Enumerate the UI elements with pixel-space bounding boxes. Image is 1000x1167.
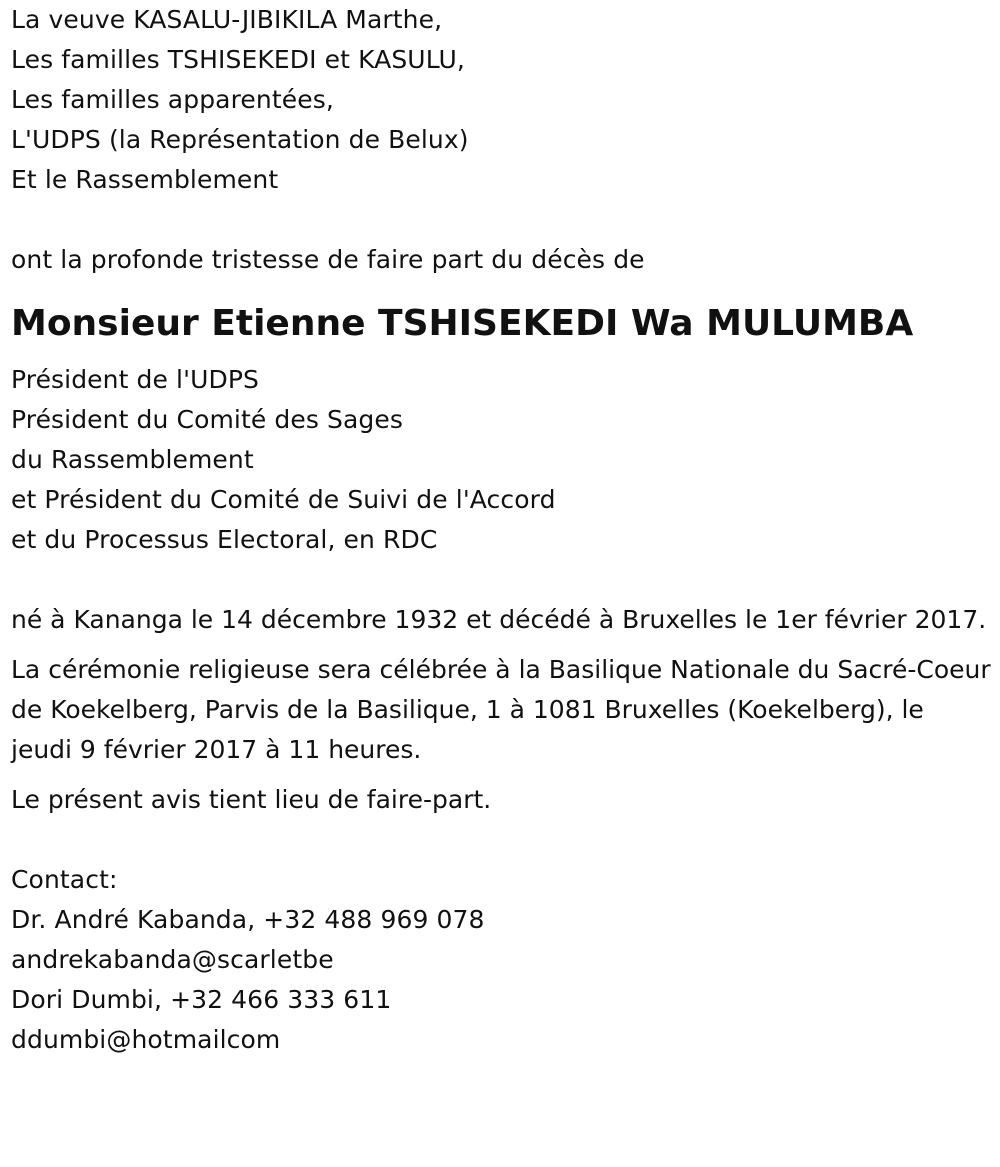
contact-line: Dr. André Kabanda, +32 488 969 078 [11,905,485,934]
title-line: du Rassemblement [11,445,254,474]
title-line: Président du Comité des Sages [11,405,403,434]
contact-line: Dori Dumbi, +32 466 333 611 [11,985,392,1014]
sender-line: La veuve KASALU-JIBIKILA Marthe, [11,5,443,34]
senders-block [11,0,991,200]
spacer [11,560,991,600]
announcement-text: ont la profonde tristesse de faire part du décès de [11,245,645,274]
contact-block [11,860,991,1060]
contact-email: andrekabanda@scarletbe [11,945,334,974]
birth-death-paragraph: né à Kananga le 14 décembre 1932 et décédé à Bruxelles le 1er février 2017. [11,605,987,634]
sender-line: Et le Rassemblement [11,165,279,194]
title-line: et du Processus Electoral, en RDC [11,525,438,554]
titles-block [11,360,991,560]
obituary-notice [11,0,991,1060]
contact-email: ddumbi@hotmailcom [11,1025,281,1054]
spacer [11,200,991,240]
ceremony-paragraph: La cérémonie religieuse sera célébrée à la Basilique Nationale du Sacré-Coeur de Koekelberg, Parvis de la Basilique, 1 à 1081 Bruxelles (Koekelberg), le jeudi 9 février 2017 à 11 heures. [11,655,991,764]
sender-line: Les familles apparentées, [11,85,334,114]
sender-line: L'UDPS (la Représentation de Belux) [11,125,469,154]
title-line: Président de l'UDPS [11,365,259,394]
deceased-name-heading: Monsieur Etienne TSHISEKEDI Wa MULUMBA [11,303,914,344]
title-line: et Président du Comité de Suivi de l'Accord [11,485,556,514]
notice-paragraph: Le présent avis tient lieu de faire-part. [11,785,492,814]
sender-line: Les familles TSHISEKEDI et KASULU, [11,45,465,74]
spacer [11,820,991,860]
contact-label: Contact: [11,865,118,894]
